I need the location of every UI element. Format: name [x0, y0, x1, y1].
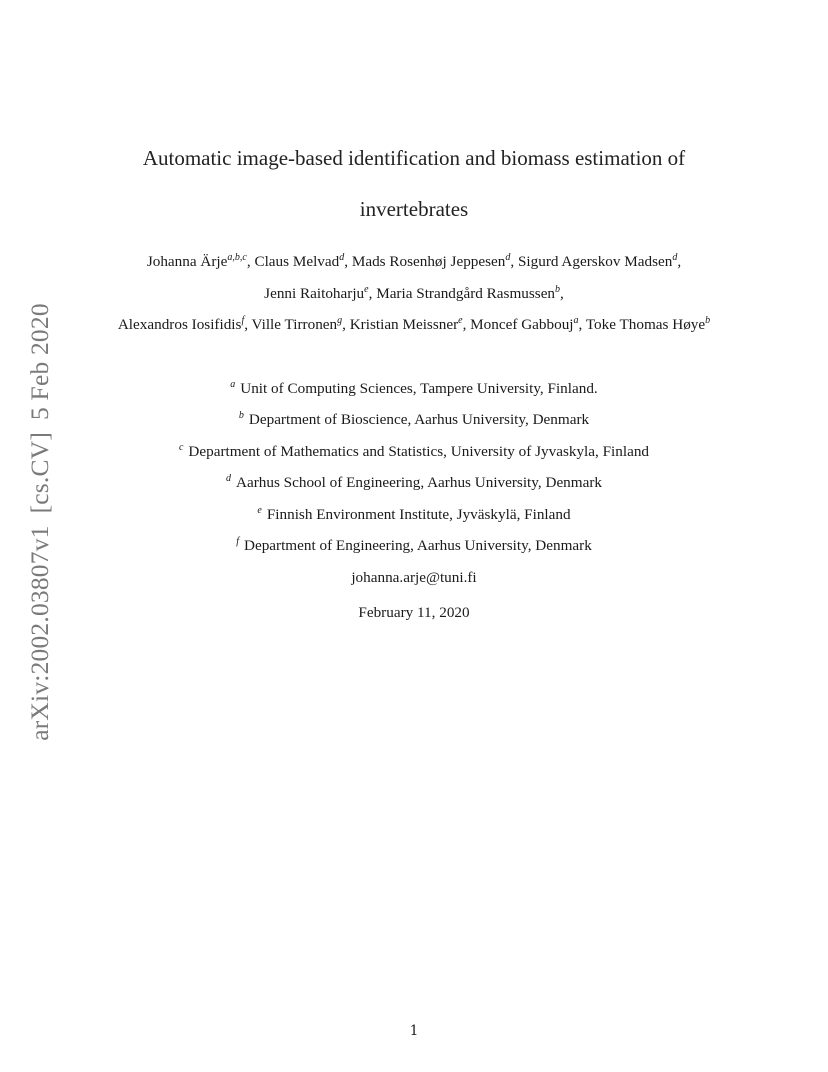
author-affiliation-mark: d — [339, 252, 345, 263]
author-name: Johanna Ärje — [146, 253, 228, 270]
author-name: Sigurd Agerskov Madsen — [517, 253, 673, 270]
affiliation-mark: e — [257, 505, 262, 516]
contact-email: johanna.arje@tuni.fi — [351, 569, 477, 586]
author-name: Jenni Raitoharju — [264, 285, 365, 302]
author-name: Alexandros Iosifidis — [117, 316, 242, 333]
affiliation-text: Finnish Environment Institute, Jyväskylä, Finland — [266, 506, 571, 523]
affiliation-e — [0, 506, 828, 524]
author-line-3: Alexandros Iosifidis$^f$, Ville Tirronen$^g$, Kristian Meissner$^e$, Moncef Gabbouj$^a$, Toke Thomas Høye$^b$ — [117, 315, 711, 333]
arxiv-id: arXiv:2002.03807v1 — [25, 525, 54, 741]
affiliation-text: Aarhus School of Engineering, Aarhus University, Denmark — [236, 474, 602, 491]
affiliation-text: Unit of Computing Sciences, Tampere University, Finland. — [240, 380, 598, 397]
author-affiliation-mark: b — [555, 284, 561, 295]
author-affiliation-mark: a,b,c — [227, 252, 247, 263]
author-affiliation-mark: a — [573, 315, 579, 326]
author-line-2: Jenni Raitoharju$^e$, Maria Strandgård Rasmussen$^b$, — [264, 284, 564, 302]
affiliation-text: Department of Bioscience, Aarhus University, Denmark — [248, 411, 590, 428]
author-affiliation-mark: e — [364, 284, 369, 295]
author-affiliation-mark: d — [672, 252, 678, 263]
author-line-1: Johanna Ärje$^{a,b,c}$, Claus Melvad$^d$, Mads Rosenhøj Jeppesen$^d$, Sigurd Agerskov Madsen$^d$, — [146, 252, 682, 270]
author-name: Mads Rosenhøj Jeppesen — [351, 253, 506, 270]
arxiv-date: 5 Feb 2020 — [25, 303, 54, 420]
publication-date: February 11, 2020 — [358, 604, 470, 621]
paper-title-line-1: Automatic image-based identification and biomass estimation of — [142, 146, 686, 170]
author-affiliation-mark: d — [505, 252, 511, 263]
author-name: Toke Thomas Høye — [585, 316, 706, 333]
author-name: Ville Tirronen — [251, 316, 338, 333]
affiliation-text: Department of Mathematics and Statistics, University of Jyvaskyla, Finland — [188, 443, 650, 460]
author-name: Moncef Gabbouj — [470, 316, 574, 333]
affiliation-mark: c — [178, 442, 184, 453]
arxiv-category: [cs.CV] — [25, 431, 54, 514]
affiliation-d — [0, 474, 828, 492]
author-affiliation-mark: b — [705, 315, 711, 326]
author-name: Kristian Meissner — [349, 316, 459, 333]
affiliation-mark: a — [230, 379, 236, 390]
affiliation-mark: b — [238, 410, 244, 421]
affiliation-mark: f — [236, 536, 239, 547]
author-name: Maria Strandgård Rasmussen — [376, 285, 556, 302]
affiliation-mark: d — [226, 473, 232, 484]
page-number: 1 — [409, 1023, 419, 1039]
author-affiliation-mark: g — [337, 315, 343, 326]
affiliation-f — [0, 537, 828, 555]
author-name: Claus Melvad — [254, 253, 340, 270]
affiliation-a — [0, 380, 828, 398]
affiliation-c — [0, 443, 828, 461]
affiliation-text: Department of Engineering, Aarhus University, Denmark — [243, 537, 592, 554]
affiliation-b — [0, 411, 828, 429]
author-affiliation-mark: f — [241, 315, 245, 326]
paper-title-line-2: invertebrates — [359, 197, 469, 221]
author-affiliation-mark: e — [458, 315, 463, 326]
